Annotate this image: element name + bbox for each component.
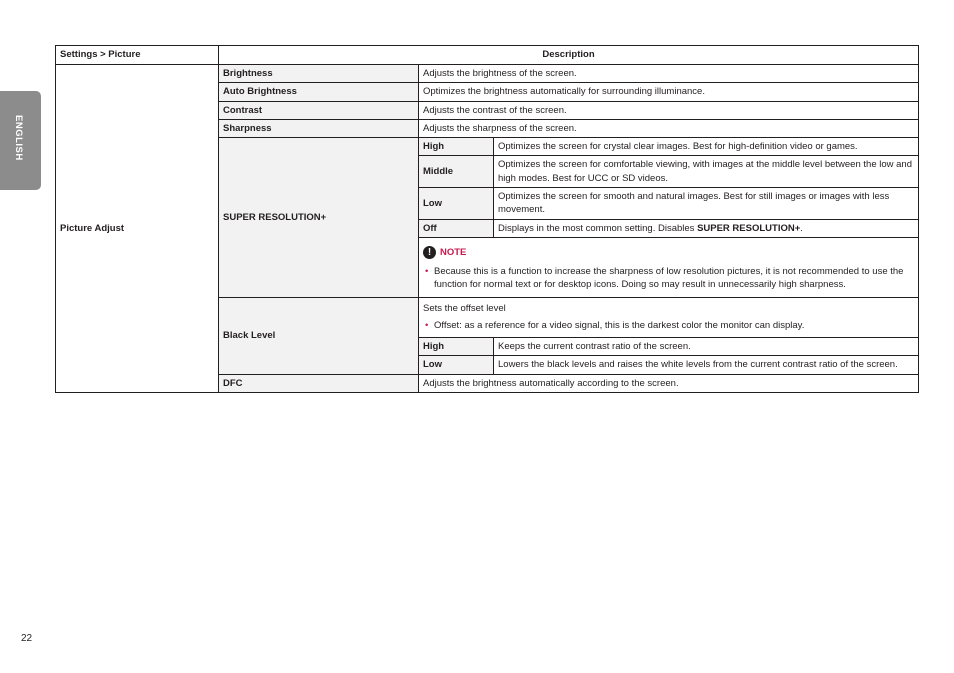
sr-option-high-desc: Optimizes the screen for crystal clear images. Best for high-definition video or games. [494,138,919,156]
exclamation-icon: ! [423,246,436,259]
sr-option-high-label: High [419,138,494,156]
row-label-contrast: Contrast [219,101,419,119]
row-label-auto-brightness: Auto Brightness [219,83,419,101]
note-bullet [423,265,914,292]
black-level-bullet [423,319,914,332]
row-label-super-resolution: SUPER RESOLUTION+ [219,138,419,298]
black-level-bullet-text: Offset: as a reference for a video signal, this is the darkest color the monitor can display. [434,320,805,332]
sr-option-low-label: Low [419,188,494,220]
black-level-intro: Sets the offset level [423,303,506,315]
bl-option-low-desc: Lowers the black levels and raises the white levels from the current contrast ratio of the screen. [494,356,919,374]
row-desc-brightness: Adjusts the brightness of the screen. [419,65,919,83]
row-label-brightness: Brightness [219,65,419,83]
row-label-dfc: DFC [219,374,419,392]
sr-off-desc-prefix: Displays in the most common setting. Disables [498,222,698,234]
picture-settings-table [55,45,919,393]
sr-option-middle-label: Middle [419,156,494,188]
note-header [423,246,914,259]
group-label-picture-adjust: Picture Adjust [56,65,219,393]
header-settings-path: Settings > Picture [56,46,219,65]
note-bullet-text: Because this is a function to increase the sharpness of low resolution pictures, it is not recommended to use the function for normal text or for desktop icons. Doing so may result in unnecessarily high sharpness. [434,265,904,291]
sr-option-off-label: Off [419,219,494,237]
bullet-icon: • [425,320,429,332]
row-desc-auto-brightness: Optimizes the brightness automatically for surrounding illuminance. [419,83,919,101]
black-level-info [419,297,919,337]
note-title: NOTE [440,246,467,258]
language-tab [0,91,41,190]
bullet-icon: • [425,265,429,277]
sr-option-off-desc [494,219,919,237]
table-header-row [56,46,919,65]
sr-off-desc-bold: SUPER RESOLUTION+ [697,222,801,234]
sr-off-desc-suffix: . [800,222,803,234]
sr-note-box [419,237,919,297]
bl-option-low-label: Low [419,356,494,374]
sr-option-middle-desc: Optimizes the screen for comfortable viewing, with images at the middle level between the low and high modes. Best for UCC or SD videos. [494,156,919,188]
language-label: ENGLISH [13,115,24,161]
row-desc-sharpness: Adjusts the sharpness of the screen. [419,119,919,137]
sr-option-low-desc: Optimizes the screen for smooth and natural images. Best for still images or images with less movement. [494,188,919,220]
table-row [56,65,919,83]
row-desc-dfc: Adjusts the brightness automatically according to the screen. [419,374,919,392]
row-label-sharpness: Sharpness [219,119,419,137]
row-desc-contrast: Adjusts the contrast of the screen. [419,101,919,119]
bl-option-high-label: High [419,337,494,355]
page-number: 22 [21,633,33,644]
bl-option-high-desc: Keeps the current contrast ratio of the screen. [494,337,919,355]
header-description: Description [219,46,919,65]
row-label-black-level: Black Level [219,297,419,374]
